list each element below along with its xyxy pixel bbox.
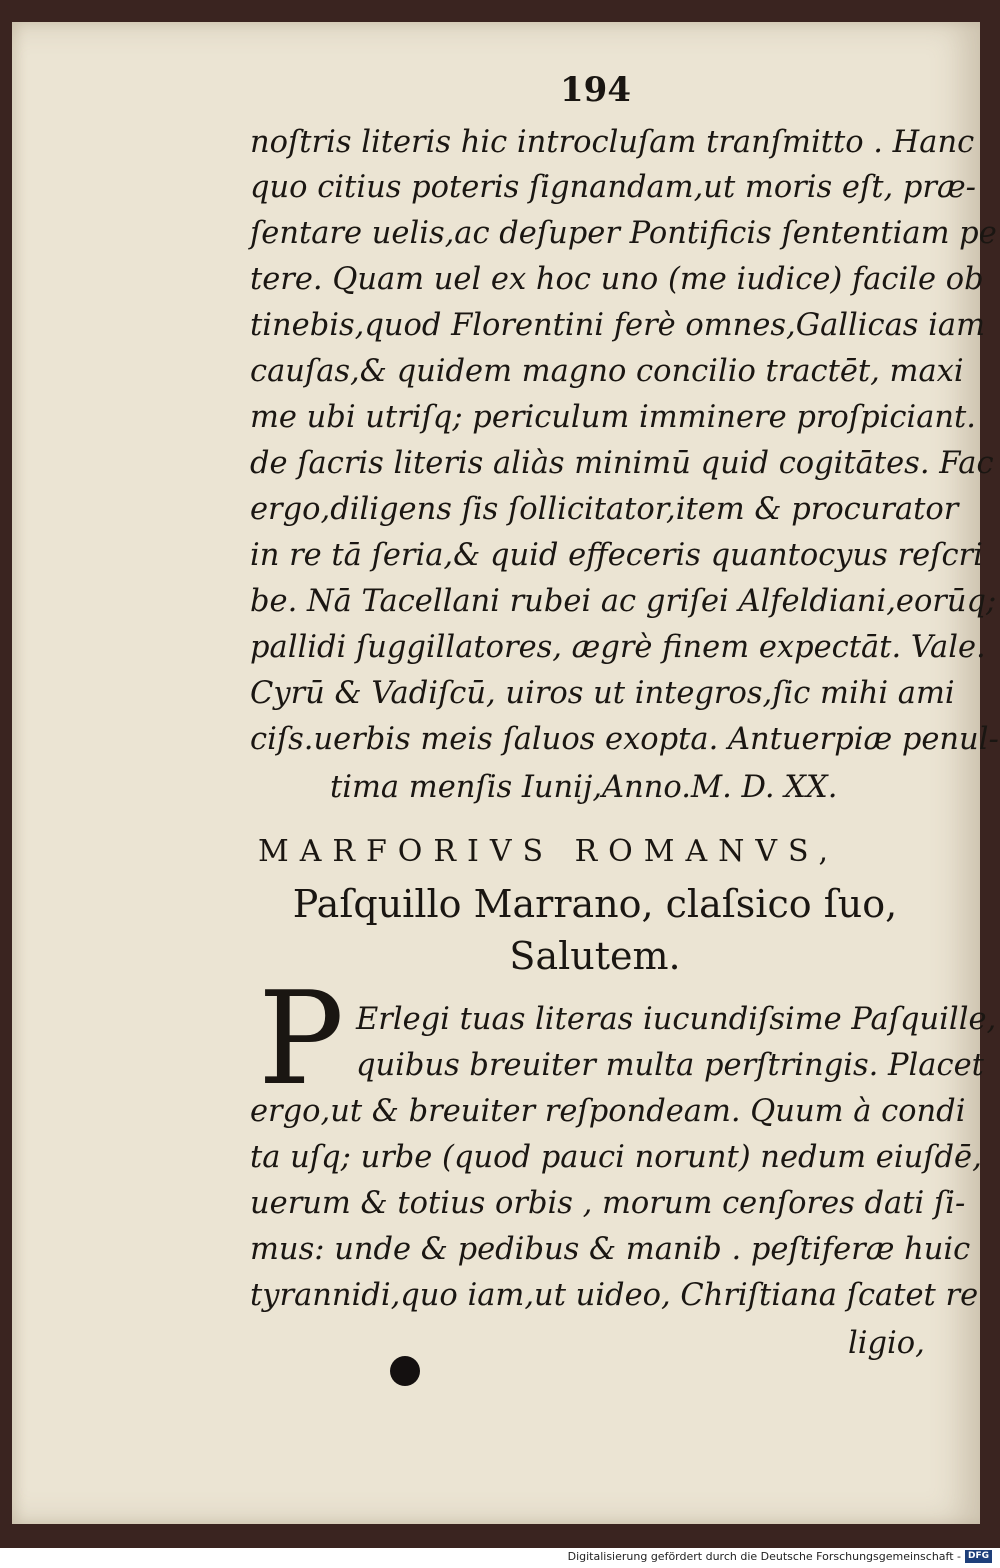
text-line: in re tā ſeria,& quid effeceris quantocyus reſcri <box>250 538 983 573</box>
dfg-logo: DFG <box>965 1550 992 1563</box>
letter-line: tyrannidi,quo iam,ut uideo, Chriſtiana ſcatet re <box>250 1278 979 1313</box>
text-line: ſentare uelis,ac deſuper Pontificis ſententiam pe <box>250 216 997 251</box>
text-line: ergo,diligens ſis ſollicitator,item & procurator <box>250 492 959 527</box>
letter-heading-sender: MARFORIVS ROMANVS, <box>258 834 840 869</box>
letter-line: quibus breuiter multa perſtringis. Placet <box>356 1048 984 1083</box>
letter-line: uerum & totius orbis , morum cenſores dati ſi- <box>250 1186 966 1221</box>
credit-text: Digitalisierung gefördert durch die Deutsche Forschungsgemeinschaft - <box>567 1550 961 1563</box>
letter-line: mus: unde & pedibus & manib . peſtiferæ huic <box>250 1232 971 1267</box>
text-line: noſtris literis hic introcluſam tranſmitto . Hanc <box>250 125 975 160</box>
text-line: cauſas,& quidem magno concilio tractēt, maxi <box>250 354 964 389</box>
digitization-credit <box>568 1550 992 1563</box>
text-line: me ubi utriſq; periculum imminere proſpiciant. <box>250 400 976 435</box>
letter-line: ta uſq; urbe (quod pauci norunt) nedum eiuſdē, <box>250 1140 982 1175</box>
catchword: ligio, <box>848 1326 925 1361</box>
ink-blot <box>390 1356 420 1386</box>
text-line-date: tima menſis Iunij,Anno.M. D. XX. <box>330 770 838 805</box>
text-line: tere. Quam uel ex hoc uno (me iudice) facile ob <box>250 262 984 297</box>
text-line: pallidi ſuggillatores, ægrè finem expectāt. Vale. <box>250 630 986 665</box>
text-line: de ſacris literis aliàs minimū quid cogitātes. Fac <box>250 446 994 481</box>
letter-heading-salutation: Salutem. <box>509 934 681 978</box>
text-line: ciſs.uerbis meis ſaluos exopta. Antuerpiæ penul- <box>250 722 999 757</box>
letter-heading-recipient: Paſquillo Marrano, claſsico ſuo, <box>292 882 898 926</box>
drop-cap: P <box>258 965 345 1114</box>
text-line: Cyrū & Vadiſcū, uiros ut integros,ſic mihi ami <box>250 676 955 711</box>
text-line: be. Nā Tacellani rubei ac griſei Alfeldiani,eorūq; <box>250 584 997 619</box>
letter-line: Erlegi tuas literas iucundiſsime Paſquille, <box>356 1002 997 1037</box>
page-number: 194 <box>560 70 631 110</box>
letter-line: ergo,ut & breuiter reſpondeam. Quum à condi <box>250 1094 966 1129</box>
text-line: quo citius poteris ſignandam,ut moris eſt, præ- <box>250 170 976 205</box>
text-line: tinebis,quod Florentini ferè omnes,Gallicas iam <box>250 308 986 343</box>
